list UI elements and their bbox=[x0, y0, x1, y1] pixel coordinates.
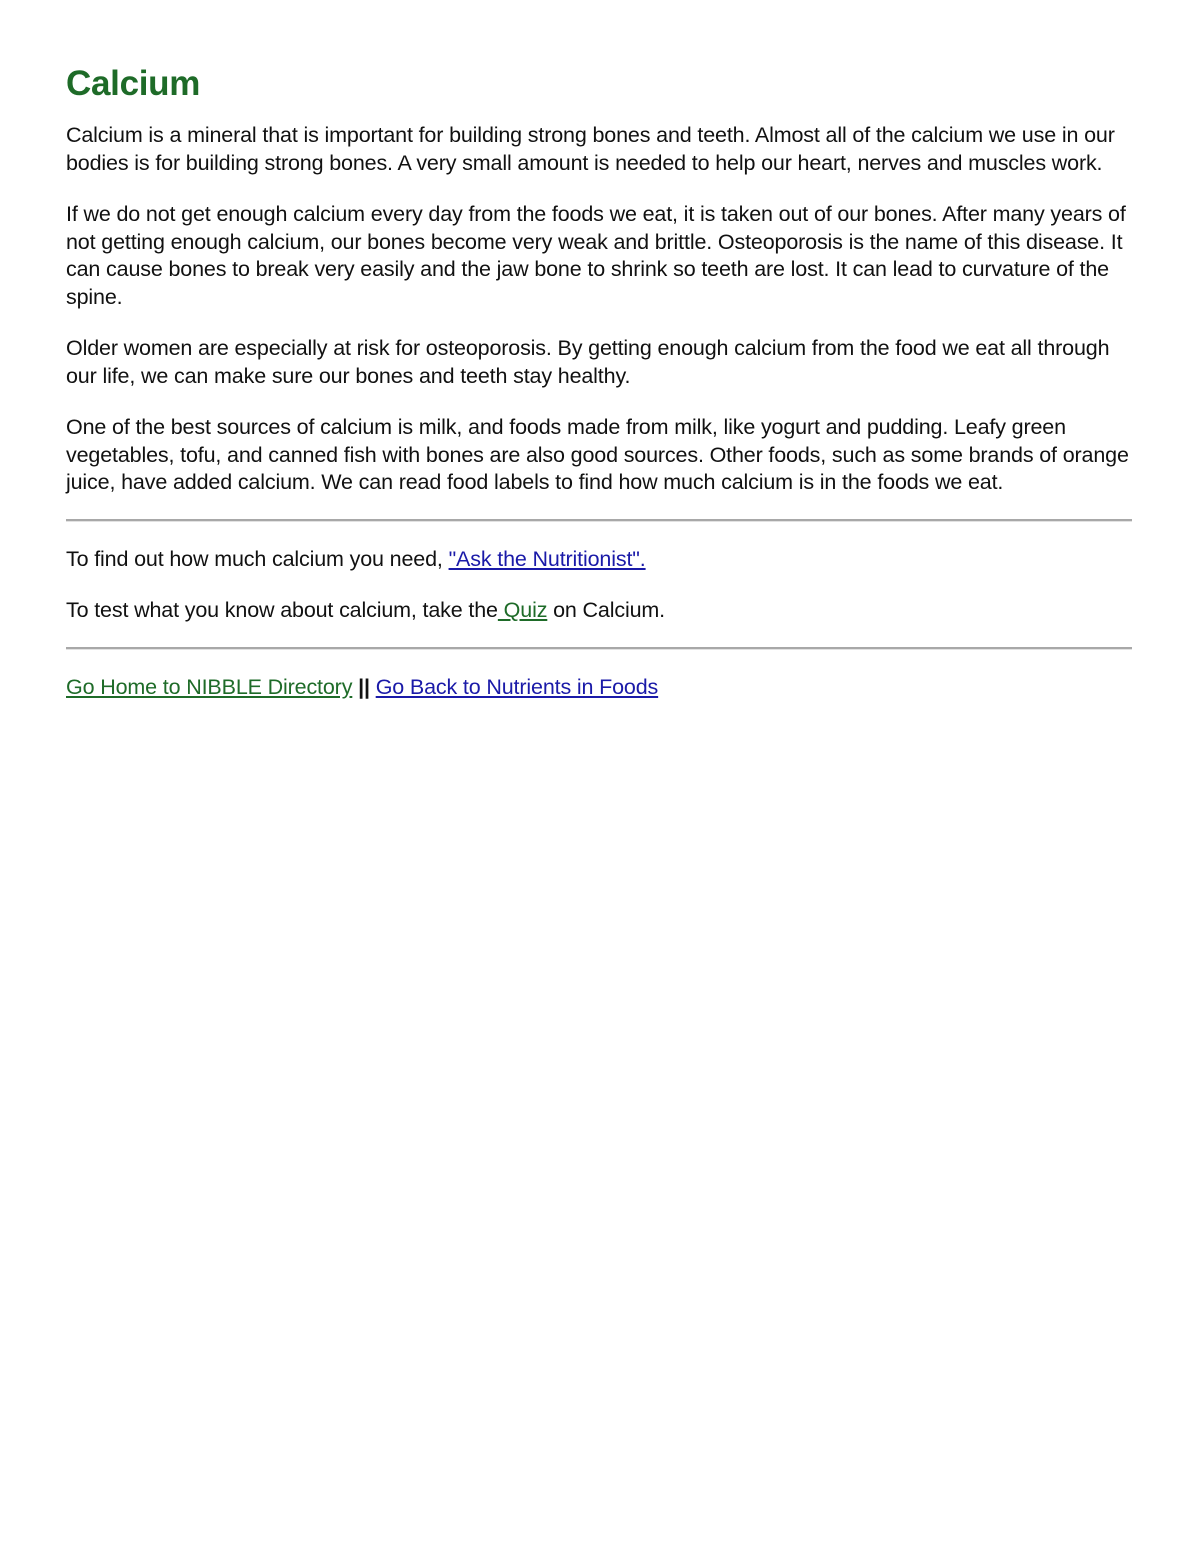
nutritionist-line bbox=[66, 546, 1132, 574]
quiz-link[interactable]: Quiz bbox=[497, 598, 548, 622]
paragraph-risk: Older women are especially at risk for osteoporosis. By getting enough calcium from the food we eat all through our life, we can make sure our bones and teeth stay healthy. bbox=[66, 336, 1110, 388]
divider-bottom bbox=[66, 647, 1132, 650]
page-title: Calcium bbox=[66, 64, 201, 103]
quiz-suffix: on Calcium. bbox=[547, 598, 665, 622]
home-directory-link[interactable]: Go Home to NIBBLE Directory bbox=[66, 674, 353, 699]
related-links bbox=[66, 546, 1132, 625]
paragraph-intro: Calcium is a mineral that is important for building strong bones and teeth. Almost all of the calcium we use in our bodies is for building strong bones. A very small amount is needed to help our heart, nerves and muscles work. bbox=[66, 123, 1115, 175]
paragraph-deficiency: If we do not get enough calcium every day from the foods we eat, it is taken out of our bones. After many years of not getting enough calcium, our bones become very weak and brittle. Osteoporosis is the name of this disease. It can cause bones to break very easily and the jaw bone to shrink so teeth are lost. It can lead to curvature of the spine. bbox=[66, 202, 1126, 309]
footer-nav bbox=[66, 674, 1132, 702]
back-nutrients-link[interactable]: Go Back to Nutrients in Foods bbox=[375, 674, 659, 699]
quiz-prefix: To test what you know about calcium, take the bbox=[66, 598, 498, 622]
quiz-line bbox=[66, 597, 1132, 625]
divider-top bbox=[66, 519, 1132, 522]
ask-nutritionist-link[interactable]: "Ask the Nutritionist". bbox=[448, 546, 646, 571]
nav-separator: || bbox=[352, 674, 376, 699]
article-body bbox=[66, 122, 1132, 497]
paragraph-sources: One of the best sources of calcium is milk, and foods made from milk, like yogurt and pudding. Leafy green vegetables, tofu, and canned fish with bones are also good sources. Other foods, such as some brands of orange juice, have added calcium. We can read food labels to find how much calcium is in the foods we eat. bbox=[66, 415, 1129, 494]
nutritionist-prefix: To find out how much calcium you need, bbox=[66, 546, 449, 571]
